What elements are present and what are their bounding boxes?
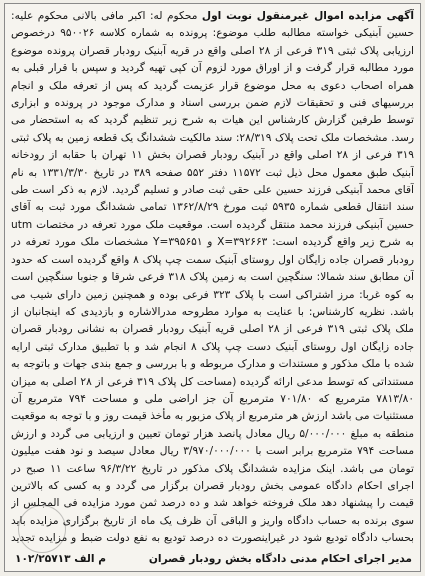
notice-footer — [5, 547, 420, 571]
issuer-signature: مدیر اجرای احکام مدنی دادگاه بخش رودبار قصران — [148, 553, 412, 565]
notice-paragraph — [11, 8, 414, 545]
notice-body — [11, 8, 414, 545]
notice-title: آگهی مزایده اموال غیرمنقول نوبت اول — [201, 10, 414, 22]
legal-notice — [4, 3, 421, 572]
reference-number: م الف ۱۰۲/۲۵۷۱۳ — [15, 553, 106, 565]
notice-text: محکوم له: اکبر مافی بالانی محکوم علیه: حسین آبنیکی خواسته مطالبه طلب موضوع: پرونده به شماره کلاسه ۹۵۰۰۲۶ درخصوص ارزیابی پلاک ثبتی ۳۱۹ فرعی از ۲۸ اصلی واقع در قریه آبنیک رودبار قصران پرونده موضوع مورد مطالبه قرار گرفت و از اوراق مورد لزوم آن کپی تهیه گردید و سپس با قرار قبلی به همراه اصحاب دعوی به محل موضوع قرار عزیمت گردید که پس از تعرفه ملک و انجام بررسیهای فنی و تحقیقات لازم ضمن بررسی اسناد و مدارک موجود در پرونده و ابزاری توسط طرفین گزارش کارشناس این هیات به شرح زیر تنظیم گردید که به استحضار می رسد. مشخصات ملک تحت پلاک ۲۸/۳۱۹: سند مالکیت ششدانگ یک قطعه زمین به پلاک ثبتی ۳۱۹ فرعی از ۲۸ اصلی واقع در آبنیک رودبار قصران بخش ۱۱ تهران با حقابه از رودخانه آبنیک طبق معمول محل ذیل ثبت ۱۱۵۷۲ دفتر ۵۵۲ صفحه ۳۸۹ در تاریخ ۱۳۳۱/۳/۳۰ به نام آقای محمد آبنیکی فرزند حسین علی حقی ثبت صادر و تسلیم گردید. لازم به ذکر است طی سند انتقال قطعی شماره ۵۹۳۵ ثبت مورخ ۱۳۶۲/۸/۲۹ تمامی ششدانگ مورد ثبت به آقای حسین آبنیکی فرزند محمد منتقل گردیده است. موقعیت ملک مورد تعرفه در مختصات utm به شرح زیر واقع گردیده است: X=۳۹۲۶۶۳ و Y=۳۹۵۶۵۱ مشخصات ملک مورد تعرفه در رودبار قصران جاده زایگان اول روستای آبنیک سمت چپ پلاک ۸ واقع گردیده است که حدود آن مطابق سند شمالا: سنگچین است به زمین پلاک ۳۱۸ فرعی شرقا و جنوبا سنگچین است به کوه غربا: مرز اشتراکی است با پلاک ۳۲۳ فرعی بوده و همچنین زمین دارای شیب می باشد. نظریه کارشناس: با عنایت به موارد مطروحه مدرالاشاره و بازدیدی که اینجانبان از ملک پلاک ثبتی ۳۱۹ فرعی از ۲۸ اصلی قریه آبنیک رودبار قصران به نشانی رودبار قصران جاده زایگان اول روستای آبنیک دست چپ پلاک ۸ انجام شد و با تطبیق مدارک ثبتی ارایه شده با ملک مذکور و مستندات و مدارک مربوطه و با بررسی و جمع بندی جهات و باتوجه به مستنداتی که توسط مدعی ارائه گردیده (مساحت کل پلاک ۳۱۹ فرعی از ۲۸ اصلی به میزان ۷۸۱۳/۸۰ مترمربع که ۷۰۱/۸۰ مترمربع آن جز اراضی ملی و مساحت ۷۹۴ مترمربع آن مستثنیات می باشد ارزش هر مترمربع از پلاک مزبور به مأخذ قیمت روز و با توجه به موقعیت منطقه به مبلغ ۵/۰۰۰/۰۰۰ ریال معادل پانصد هزار تومان تعیین و ارزیابی می گردد و ارزش مساحت ۷۹۴ مترمربع برابر است با ۳/۹۷۰/۰۰۰/۰۰۰ ریال معادل سیصد و نود هفت میلیون تومان می باشد. اینک مزایده ششدانگ پلاک مذکور در تاریخ ۹۶/۳/۲۲ ساعت ۱۱ صبح در اجرای احکام دادگاه عمومی بخش رودبار قصران برگزار می گردد و به کسی که بالاترین قیمت را پیشنهاد دهد ملک فروخته خواهد شد و ده درصد ثمن مورد مزایده فی المجلس از سوی برنده به حساب دادگاه واریز و الباقی آن ظرف یک ماه از تاریخ برگزاری مزایده باید بحساب دادگاه تودیع شود در غیراینصورت ده درصد تودیع به نفع دولت ضبط و مزایده تجدید — [11, 10, 414, 545]
official-stamp-icon — [18, 505, 66, 553]
